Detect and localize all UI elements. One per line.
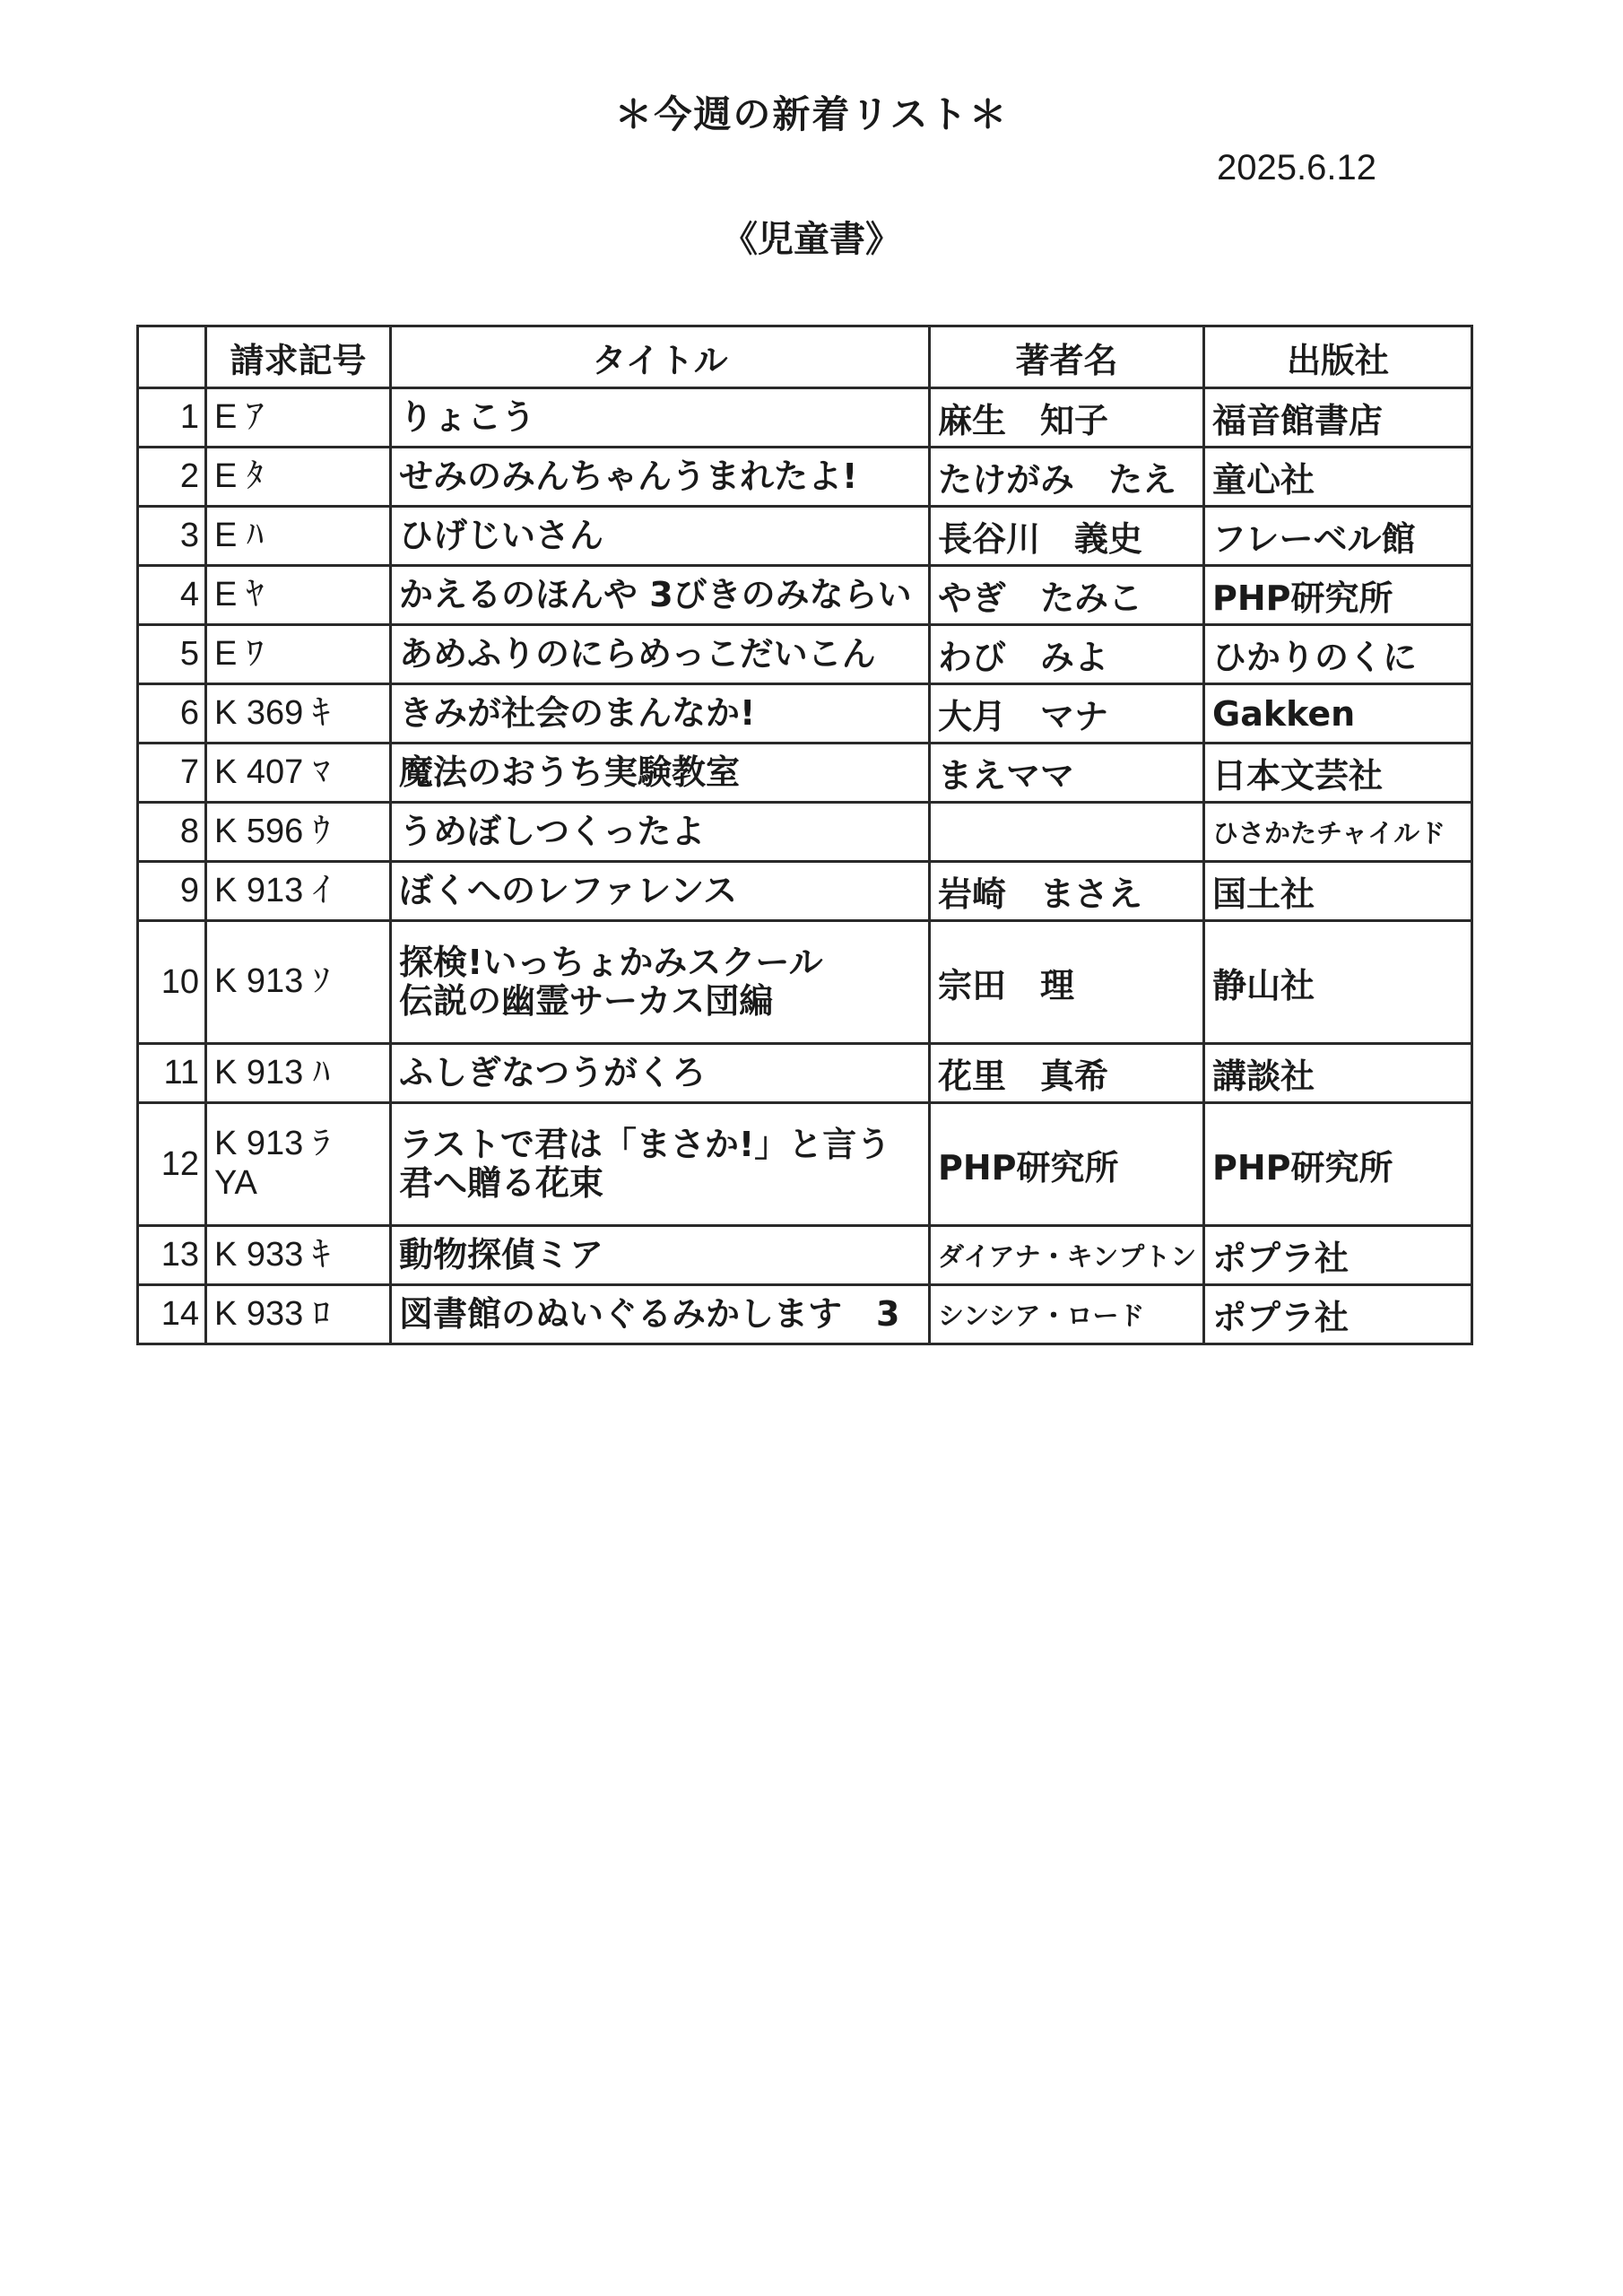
- row-number: 9: [138, 862, 206, 921]
- call-number: E ﾔ: [206, 566, 391, 625]
- call-number: [206, 1103, 391, 1226]
- book-subtitle-line: 伝説の幽霊サーカス団編: [399, 981, 774, 1021]
- call-number: E ｱ: [206, 388, 391, 448]
- table-row: [138, 1044, 1472, 1103]
- publisher: 静山社: [1204, 921, 1472, 1044]
- table-row: [138, 566, 1472, 625]
- call-number: K 933 ｷ: [206, 1226, 391, 1285]
- book-title: 魔法のおうち実験教室: [391, 744, 930, 803]
- publisher: ポプラ社: [1204, 1226, 1472, 1285]
- publisher: ひさかたチャイルド: [1204, 803, 1472, 862]
- book-title: かえるのほんや 3びきのみならい: [391, 566, 930, 625]
- section-title: 《児童書》: [722, 219, 901, 260]
- book-title: うめぼしつくったよ: [391, 803, 930, 862]
- author: 岩崎 まさえ: [930, 862, 1204, 921]
- author: たけがみ たえ: [930, 448, 1204, 507]
- column-header-publisher: 出版社: [1204, 326, 1472, 388]
- publisher: PHP研究所: [1204, 566, 1472, 625]
- author: ダイアナ・キンプトン: [930, 1226, 1204, 1285]
- author: 花里 真希: [930, 1044, 1204, 1103]
- list-date: 2025.6.12: [1217, 148, 1376, 187]
- publisher: ひかりのくに: [1204, 625, 1472, 684]
- call-number: K 913 ﾊ: [206, 1044, 391, 1103]
- publisher: ポプラ社: [1204, 1285, 1472, 1344]
- book-title: きみが社会のまんなか!: [391, 684, 930, 744]
- author: やぎ たみこ: [930, 566, 1204, 625]
- publisher: 国土社: [1204, 862, 1472, 921]
- call-number: K 369 ｷ: [206, 684, 391, 744]
- publisher: フレーベル館: [1204, 507, 1472, 566]
- author: 大月 マナ: [930, 684, 1204, 744]
- table-row: [138, 684, 1472, 744]
- author: シンシア・ロード: [930, 1285, 1204, 1344]
- publisher: 日本文芸社: [1204, 744, 1472, 803]
- table-header-row: [138, 326, 1472, 388]
- column-header-title: タイトル: [391, 326, 930, 388]
- call-number-line: K 913 ﾗ: [214, 1125, 330, 1163]
- book-title: 動物探偵ミア: [391, 1226, 930, 1285]
- row-number: 8: [138, 803, 206, 862]
- book-title: ぼくへのレファレンス: [391, 862, 930, 921]
- book-subtitle-line: 君へ贈る花束: [399, 1163, 604, 1203]
- publisher: Gakken: [1204, 684, 1472, 744]
- table-row: [138, 448, 1472, 507]
- author: 麻生 知子: [930, 388, 1204, 448]
- call-number: E ﾀ: [206, 448, 391, 507]
- table-row: [138, 625, 1472, 684]
- call-number: E ﾜ: [206, 625, 391, 684]
- table-row: [138, 507, 1472, 566]
- row-number: 12: [138, 1103, 206, 1226]
- row-number: 14: [138, 1285, 206, 1344]
- row-number: 1: [138, 388, 206, 448]
- call-number: K 913 ｲ: [206, 862, 391, 921]
- call-number: K 913 ｿ: [206, 921, 391, 1044]
- row-number: 4: [138, 566, 206, 625]
- publisher: PHP研究所: [1204, 1103, 1472, 1226]
- book-title: りょこう: [391, 388, 930, 448]
- table-row: [138, 744, 1472, 803]
- book-title: 図書館のぬいぐるみかします 3: [391, 1285, 930, 1344]
- table-row: [138, 1103, 1472, 1226]
- row-number: 3: [138, 507, 206, 566]
- new-arrivals-table: [136, 325, 1473, 1345]
- book-title-line: ラストで君は「まさか!」と言う: [399, 1125, 891, 1165]
- call-number: K 596 ｳ: [206, 803, 391, 862]
- table-row: [138, 803, 1472, 862]
- book-title: ふしぎなつうがくろ: [391, 1044, 930, 1103]
- column-header-call-number: 請求記号: [206, 326, 391, 388]
- table-row: [138, 1285, 1472, 1344]
- call-number-line-2: YA: [214, 1164, 257, 1202]
- row-number: 11: [138, 1044, 206, 1103]
- column-header-author: 著者名: [930, 326, 1204, 388]
- row-number: 7: [138, 744, 206, 803]
- publisher: 福音館書店: [1204, 388, 1472, 448]
- author: わび みよ: [930, 625, 1204, 684]
- book-title: あめふりのにらめっこだいこん: [391, 625, 930, 684]
- table-row: [138, 921, 1472, 1044]
- call-number: K 933 ﾛ: [206, 1285, 391, 1344]
- book-title: [391, 921, 930, 1044]
- call-number: E ﾊ: [206, 507, 391, 566]
- table-row: [138, 862, 1472, 921]
- book-title: せみのみんちゃんうまれたよ!: [391, 448, 930, 507]
- call-number: K 407 ﾏ: [206, 744, 391, 803]
- row-number: 2: [138, 448, 206, 507]
- row-number: 10: [138, 921, 206, 1044]
- author: まえママ: [930, 744, 1204, 803]
- author: 宗田 理: [930, 921, 1204, 1044]
- page-title: ＊今週の新着リスト＊: [614, 92, 1009, 136]
- author: PHP研究所: [930, 1103, 1204, 1226]
- table-row: [138, 388, 1472, 448]
- column-header-number: [138, 326, 206, 388]
- row-number: 5: [138, 625, 206, 684]
- publisher: 童心社: [1204, 448, 1472, 507]
- author: 長谷川 義史: [930, 507, 1204, 566]
- row-number: 6: [138, 684, 206, 744]
- table-row: [138, 1226, 1472, 1285]
- book-title: [391, 1103, 930, 1226]
- book-title: ひげじいさん: [391, 507, 930, 566]
- publisher: 講談社: [1204, 1044, 1472, 1103]
- row-number: 13: [138, 1226, 206, 1285]
- book-title-line: 探検!いっちょかみスクール: [399, 943, 823, 983]
- author: [930, 803, 1204, 862]
